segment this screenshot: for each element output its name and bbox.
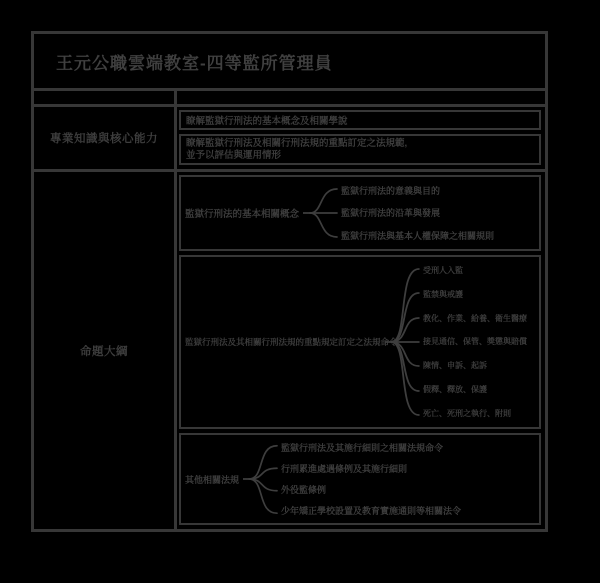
branch-1-child: 監獄行刑法的沿革與發展 [341,208,441,219]
spacer-row [34,91,545,107]
branch-2-child: 假釋、釋放、保護 [423,384,487,394]
branch-2-child: 陳情、申訴、起訴 [423,361,487,371]
branch-basic-concepts [179,175,541,251]
outline-label: 命題大綱 [80,345,128,358]
competency-item-1-text: 瞭解監獄行刑法的基本概念及相關學說 [186,116,348,127]
outline-content-cell [177,172,545,529]
page-title: 王元公職雲端教室-四等監所管理員 [56,53,333,73]
branch-1-child: 監獄行刑法與基本人權保障之相關規則 [341,231,495,242]
competency-item-2-line2: 並予以評估與運用情形 [186,149,282,161]
competency-label-cell [34,107,177,169]
branch-3-child: 少年矯正學校設置及教育實施通則等相關法令 [281,506,462,516]
spacer-left-cell [34,91,177,104]
branch-1-children [339,177,539,249]
branch-3-parent-cell [181,435,243,523]
branch-2-parent: 監獄行刑法及其相關行刑法規的重點規定訂定之法規命令 [185,337,398,347]
branch-2-child: 接見通信、保管、獎懲與賠償 [423,337,527,347]
branch-2-child: 教化、作業、給養、衛生醫療 [423,313,527,323]
branch-other-regulations [179,433,541,525]
competency-item-1 [179,110,541,130]
branch-connector-icon [303,177,339,249]
branch-3-children [279,435,539,523]
outline-table [31,31,548,532]
competency-label: 專業知識與核心能力 [50,133,158,145]
branch-1-parent: 監獄行刑法的基本相關概念 [185,209,300,220]
branch-2-child: 受刑人入監 [423,266,463,276]
competency-item-2-line1: 瞭解監獄行刑法及相關行刑法規的重點訂定之法規範, [186,137,408,149]
branch-3-child: 行刑累進處遇條例及其施行細則 [281,464,408,474]
competency-item-2 [179,134,541,165]
outline-row [34,172,545,529]
branch-3-child: 監獄行刑法及其施行細則之相關法規命令 [281,443,444,453]
branch-1-child: 監獄行刑法的意義與目的 [341,185,441,196]
spacer-right-cell [177,91,545,104]
branch-key-provisions [179,255,541,429]
branch-1-parent-cell [181,177,303,249]
branch-connector-icon [385,257,421,427]
branch-3-child: 外役監條例 [281,485,327,495]
branch-2-child: 死亡、死刑之執行、附則 [423,408,511,418]
branch-2-parent-cell [181,257,398,427]
competency-row [34,107,545,172]
title-row [34,34,545,91]
branch-3-parent: 其他相關法規 [185,474,240,485]
competency-content-cell [177,107,545,169]
outline-label-cell [34,172,177,529]
branch-2-child: 監禁與戒護 [423,290,463,300]
branch-connector-icon [243,435,279,523]
branch-2-children [421,257,539,427]
